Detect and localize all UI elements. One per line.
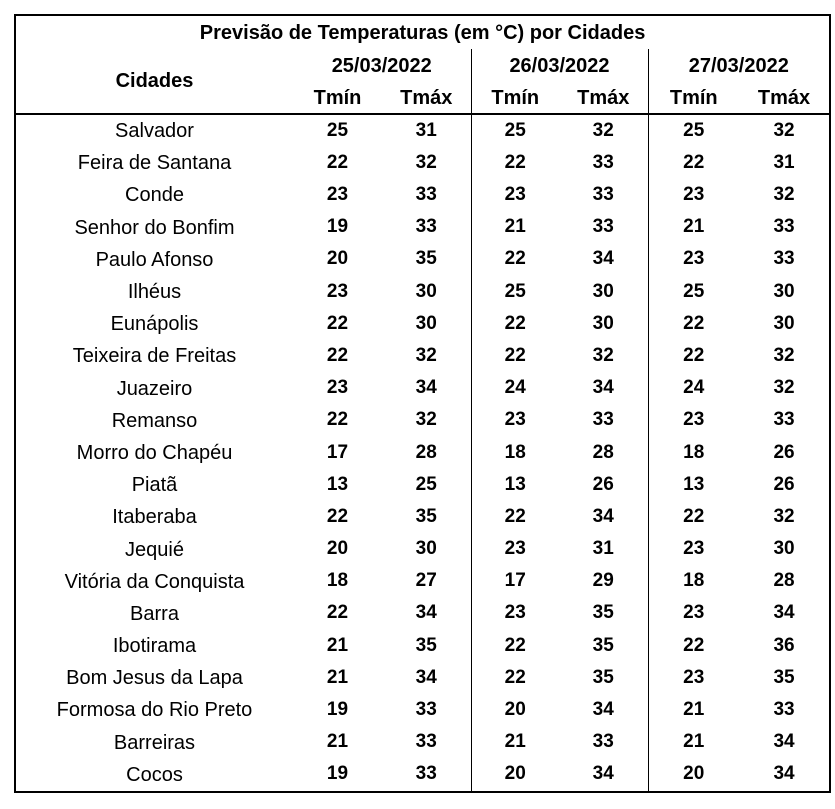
city-cell: Piatã xyxy=(131,474,178,497)
city-cell: Remanso xyxy=(111,409,198,432)
temp-cell: 34 xyxy=(592,763,614,785)
temp-cell: 33 xyxy=(773,409,795,431)
temp-cell: 32 xyxy=(773,344,795,366)
temp-cell: 13 xyxy=(471,469,559,501)
table-row xyxy=(15,566,830,598)
temp-cell: 23 xyxy=(648,662,739,694)
temp-cell: 25 xyxy=(648,114,739,147)
temp-cell: 35 xyxy=(773,666,795,688)
temp-cell: 20 xyxy=(471,694,559,726)
tmin-header-day1: Tmín xyxy=(293,83,382,114)
city-cell: Formosa do Rio Preto xyxy=(56,699,253,722)
temp-cell: 22 xyxy=(648,501,739,533)
city-cell: Cocos xyxy=(126,763,183,786)
table-row xyxy=(15,437,830,469)
temp-cell: 33 xyxy=(415,216,437,238)
city-cell: Feira de Santana xyxy=(77,152,232,175)
temp-cell: 33 xyxy=(415,699,437,721)
city-cell: Morro do Chapéu xyxy=(76,441,233,464)
temp-cell: 22 xyxy=(648,630,739,662)
city-cell: Itaberaba xyxy=(112,506,197,529)
temp-cell: 34 xyxy=(592,699,614,721)
temp-cell: 22 xyxy=(326,505,349,527)
tmax-header-day1: Tmáx xyxy=(382,83,471,114)
city-cell: Barreiras xyxy=(113,731,196,754)
temp-cell: 34 xyxy=(415,377,437,399)
temp-cell: 22 xyxy=(471,501,559,533)
date-header-1: 25/03/2022 xyxy=(331,55,432,77)
temp-cell: 33 xyxy=(415,731,437,753)
temp-cell: 19 xyxy=(326,699,349,721)
temp-cell: 34 xyxy=(592,505,614,527)
temp-cell: 33 xyxy=(415,184,437,206)
table-row xyxy=(15,179,830,211)
table-row xyxy=(15,147,830,179)
temp-cell: 22 xyxy=(471,340,559,372)
table-row xyxy=(15,373,830,405)
temp-cell: 31 xyxy=(773,151,795,173)
temp-cell: 33 xyxy=(592,184,614,206)
temperature-forecast-table xyxy=(14,14,831,793)
temp-cell: 21 xyxy=(326,731,349,753)
temp-cell: 30 xyxy=(773,280,795,302)
temp-cell: 22 xyxy=(471,630,559,662)
table-row xyxy=(15,727,830,759)
temp-cell: 23 xyxy=(471,405,559,437)
temp-cell: 13 xyxy=(648,469,739,501)
temp-cell: 34 xyxy=(592,377,614,399)
temp-cell: 34 xyxy=(773,602,795,624)
city-cell: Ilhéus xyxy=(127,281,182,304)
temp-cell: 33 xyxy=(773,216,795,238)
temp-cell: 35 xyxy=(592,666,614,688)
temp-cell: 18 xyxy=(471,437,559,469)
temp-cell: 28 xyxy=(415,441,437,463)
temp-cell: 17 xyxy=(326,441,349,463)
table-body xyxy=(15,114,830,792)
temp-cell: 28 xyxy=(773,570,795,592)
temp-cell: 34 xyxy=(773,763,795,785)
temp-cell: 20 xyxy=(648,759,739,792)
date-header-row xyxy=(15,49,830,83)
temp-cell: 32 xyxy=(592,119,614,141)
temp-cell: 25 xyxy=(471,114,559,147)
temp-cell: 22 xyxy=(326,151,349,173)
temp-cell: 29 xyxy=(592,570,614,592)
temp-cell: 23 xyxy=(648,179,739,211)
date-header-2: 26/03/2022 xyxy=(471,49,648,83)
temp-cell: 33 xyxy=(592,731,614,753)
temp-cell: 25 xyxy=(471,276,559,308)
temp-cell: 19 xyxy=(326,216,349,238)
temp-cell: 31 xyxy=(592,538,614,560)
city-cell: Ibotirama xyxy=(112,635,197,658)
temp-cell: 17 xyxy=(471,566,559,598)
city-cell: Salvador xyxy=(115,120,194,143)
temp-cell: 23 xyxy=(471,533,559,565)
cities-column-header: Cidades xyxy=(15,49,293,114)
temp-cell: 30 xyxy=(592,312,614,334)
temp-cell: 23 xyxy=(326,280,349,302)
temp-cell: 23 xyxy=(648,533,739,565)
temp-cell: 13 xyxy=(326,473,349,495)
table-row xyxy=(15,212,830,244)
temp-cell: 33 xyxy=(592,216,614,238)
table-header xyxy=(15,15,830,114)
city-cell: Conde xyxy=(125,184,184,207)
city-cell: Teixeira de Freitas xyxy=(72,345,237,368)
table-row xyxy=(15,276,830,308)
temp-cell: 22 xyxy=(648,340,739,372)
temp-cell: 32 xyxy=(415,409,437,431)
temp-cell: 18 xyxy=(326,570,349,592)
temp-cell: 18 xyxy=(648,566,739,598)
temp-cell: 23 xyxy=(648,598,739,630)
temp-cell: 25 xyxy=(415,473,437,495)
temp-cell: 33 xyxy=(415,763,437,785)
temp-cell: 30 xyxy=(592,280,614,302)
city-cell: Paulo Afonso xyxy=(95,248,214,271)
temp-cell: 22 xyxy=(471,244,559,276)
table-row xyxy=(15,469,830,501)
temp-cell: 21 xyxy=(648,727,739,759)
temp-cell: 26 xyxy=(773,473,795,495)
temp-cell: 34 xyxy=(773,731,795,753)
temp-cell: 30 xyxy=(415,538,437,560)
temp-cell: 21 xyxy=(326,634,349,656)
temp-cell: 24 xyxy=(471,373,559,405)
tmax-header-day2: Tmáx xyxy=(559,83,648,114)
table-row xyxy=(15,244,830,276)
table-row xyxy=(15,308,830,340)
date-header-3: 27/03/2022 xyxy=(648,49,830,83)
temp-cell: 19 xyxy=(326,763,349,785)
tmin-header-day2: Tmín xyxy=(471,83,559,114)
temp-cell: 23 xyxy=(326,184,349,206)
temp-cell: 20 xyxy=(471,759,559,792)
table-row xyxy=(15,759,830,792)
temp-cell: 22 xyxy=(326,312,349,334)
temp-cell: 35 xyxy=(592,602,614,624)
table-row xyxy=(15,694,830,726)
temp-cell: 26 xyxy=(592,473,614,495)
table-row xyxy=(15,630,830,662)
temp-cell: 32 xyxy=(415,344,437,366)
temp-cell: 30 xyxy=(415,312,437,334)
temp-cell: 20 xyxy=(326,248,349,270)
temp-cell: 35 xyxy=(415,505,437,527)
temp-cell: 33 xyxy=(773,248,795,270)
temp-cell: 30 xyxy=(415,280,437,302)
temp-cell: 36 xyxy=(773,634,795,656)
temp-cell: 34 xyxy=(415,602,437,624)
temp-cell: 33 xyxy=(592,151,614,173)
table-row xyxy=(15,114,830,147)
temp-cell: 20 xyxy=(326,538,349,560)
temp-cell: 21 xyxy=(471,212,559,244)
temp-cell: 35 xyxy=(415,248,437,270)
temp-cell: 21 xyxy=(648,212,739,244)
temp-cell: 33 xyxy=(592,409,614,431)
temp-cell: 23 xyxy=(471,598,559,630)
temp-cell: 25 xyxy=(648,276,739,308)
temp-cell: 32 xyxy=(773,377,795,399)
tmax-header-day3: Tmáx xyxy=(739,83,830,114)
temp-cell: 30 xyxy=(773,538,795,560)
temp-cell: 22 xyxy=(648,308,739,340)
table-row xyxy=(15,405,830,437)
temp-cell: 33 xyxy=(773,699,795,721)
temp-cell: 30 xyxy=(773,312,795,334)
temp-cell: 18 xyxy=(648,437,739,469)
city-cell: Senhor do Bonfim xyxy=(74,216,235,239)
temp-cell: 23 xyxy=(648,405,739,437)
city-cell: Barra xyxy=(130,602,179,625)
temp-cell: 23 xyxy=(471,179,559,211)
temp-cell: 22 xyxy=(471,308,559,340)
temp-cell: 24 xyxy=(648,373,739,405)
temp-cell: 34 xyxy=(592,248,614,270)
temp-cell: 21 xyxy=(326,666,349,688)
temp-cell: 23 xyxy=(326,377,349,399)
table-title: Previsão de Temperaturas (em °C) por Cidades xyxy=(199,21,646,44)
temp-cell: 23 xyxy=(648,244,739,276)
temp-cell: 32 xyxy=(773,505,795,527)
temp-cell: 25 xyxy=(326,119,349,141)
city-cell: Jequié xyxy=(125,538,184,561)
table-row xyxy=(15,501,830,533)
temp-cell: 32 xyxy=(773,184,795,206)
temp-cell: 32 xyxy=(592,344,614,366)
temp-cell: 35 xyxy=(592,634,614,656)
table-row xyxy=(15,662,830,694)
city-cell: Bom Jesus da Lapa xyxy=(66,667,243,690)
temp-cell: 31 xyxy=(415,119,437,141)
temp-cell: 22 xyxy=(648,147,739,179)
temp-cell: 35 xyxy=(415,634,437,656)
title-row xyxy=(15,15,830,49)
table-row xyxy=(15,533,830,565)
temp-cell: 26 xyxy=(773,441,795,463)
temp-cell: 27 xyxy=(415,570,437,592)
city-cell: Eunápolis xyxy=(110,313,199,336)
temp-cell: 22 xyxy=(326,409,349,431)
temp-cell: 28 xyxy=(592,441,614,463)
temp-cell: 21 xyxy=(648,694,739,726)
temp-cell: 32 xyxy=(415,151,437,173)
temp-cell: 22 xyxy=(326,602,349,624)
temp-cell: 34 xyxy=(415,666,437,688)
city-cell: Vitória da Conquista xyxy=(64,570,245,593)
temp-cell: 22 xyxy=(471,662,559,694)
temp-cell: 32 xyxy=(773,119,795,141)
city-cell: Juazeiro xyxy=(116,377,193,400)
table-row xyxy=(15,340,830,372)
temp-cell: 21 xyxy=(471,727,559,759)
table-row xyxy=(15,598,830,630)
temp-cell: 22 xyxy=(326,344,349,366)
tmin-header-day3: Tmín xyxy=(648,83,739,114)
temp-cell: 22 xyxy=(471,147,559,179)
